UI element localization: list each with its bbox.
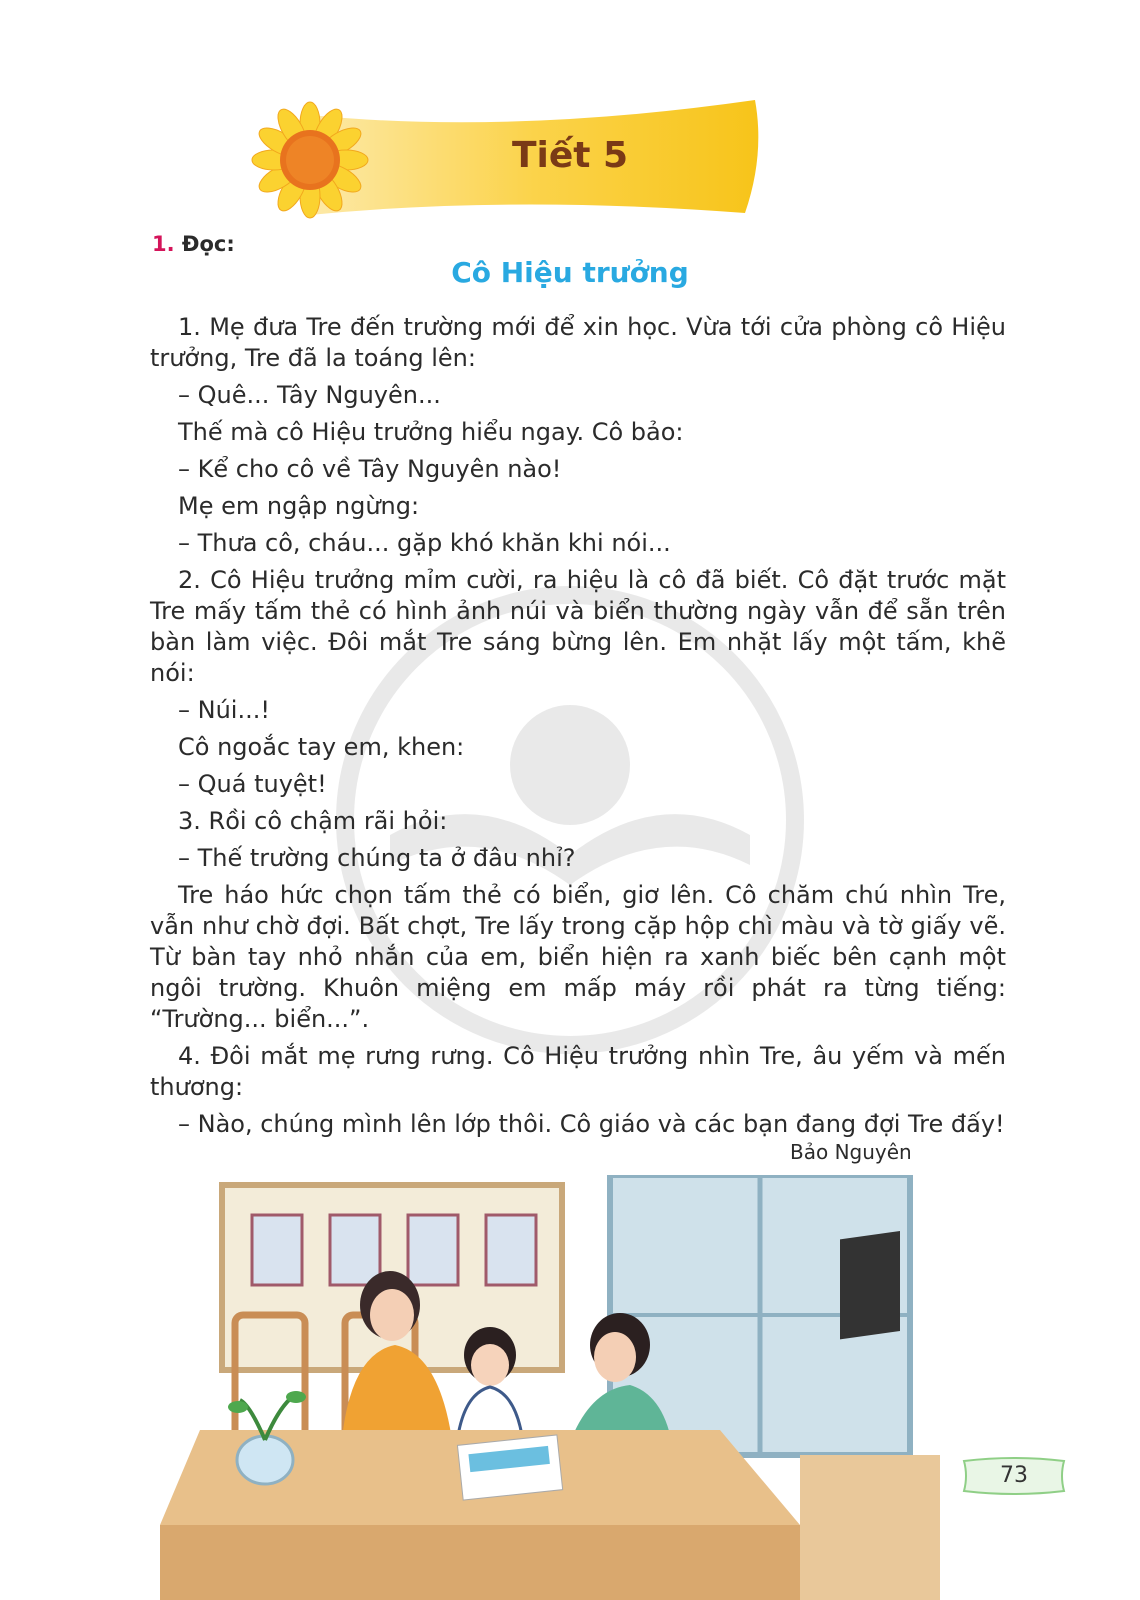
story-paragraph: Tre háo hức chọn tấm thẻ có biển, giơ lên. Cô chăm chú nhìn Tre, vẫn như chờ đợi. Bất chợt, Tre lấy trong cặp hộp chì màu và tờ giấy vẽ. Từ bàn tay nhỏ nhắn của em, biển hiện ra xanh biếc bên cạnh một ngôi trường. Khuôn miệng em mấp máy rồi phát ra từng tiếng: “Trường... biển...”. (150, 881, 1006, 1033)
story-body (150, 312, 1006, 1140)
sunflower-icon (250, 100, 370, 220)
story-paragraph: – Kể cho cô về Tây Nguyên nào! (178, 455, 562, 483)
story-paragraph: 2. Cô Hiệu trưởng mỉm cười, ra hiệu là cô đã biết. Cô đặt trước mặt Tre mấy tấm thẻ có hình ảnh núi và biển thường ngày vẫn để sẵn trên bàn làm việc. Đôi mắt Tre sáng bừng lên. Em nhặt lấy một tấm, khẽ nói: (150, 566, 1006, 687)
story-paragraph: – Thế trường chúng ta ở đâu nhỉ? (178, 844, 576, 872)
story-author: Bảo Nguyên (790, 1140, 912, 1164)
story-paragraph: – Quê... Tây Nguyên... (178, 381, 441, 409)
story-paragraph: Cô ngoắc tay em, khen: (178, 733, 465, 761)
story-paragraph: Mẹ em ngập ngừng: (178, 492, 420, 520)
story-paragraph: 1. Mẹ đưa Tre đến trường mới để xin học. Vừa tới cửa phòng cô Hiệu trưởng, Tre đã la toáng lên: (150, 313, 1006, 372)
story-title: Cô Hiệu trưởng (451, 256, 689, 289)
story-paragraph: 3. Rồi cô chậm rãi hỏi: (178, 807, 448, 835)
lesson-title: Tiết 5 (511, 135, 629, 176)
section-heading (152, 232, 235, 256)
story-paragraph: 4. Đôi mắt mẹ rưng rưng. Cô Hiệu trưởng nhìn Tre, âu yếm và mến thương: (150, 1042, 1006, 1101)
lesson-banner (250, 95, 770, 225)
page-number-badge (960, 1453, 1068, 1499)
story-paragraph: – Quá tuyệt! (178, 770, 327, 798)
story-paragraph: Thế mà cô Hiệu trưởng hiểu ngay. Cô bảo: (178, 418, 684, 446)
story-paragraph: – Thưa cô, cháu... gặp khó khăn khi nói... (178, 529, 671, 557)
story-paragraph: – Núi...! (178, 696, 270, 724)
story-paragraph: – Nào, chúng mình lên lớp thôi. Cô giáo và các bạn đang đợi Tre đấy! (178, 1110, 1005, 1138)
section-label: Đọc: (181, 232, 235, 256)
section-number: 1. (152, 232, 175, 256)
classroom-illustration (160, 1175, 940, 1600)
page-number: 73 (1000, 1463, 1028, 1488)
